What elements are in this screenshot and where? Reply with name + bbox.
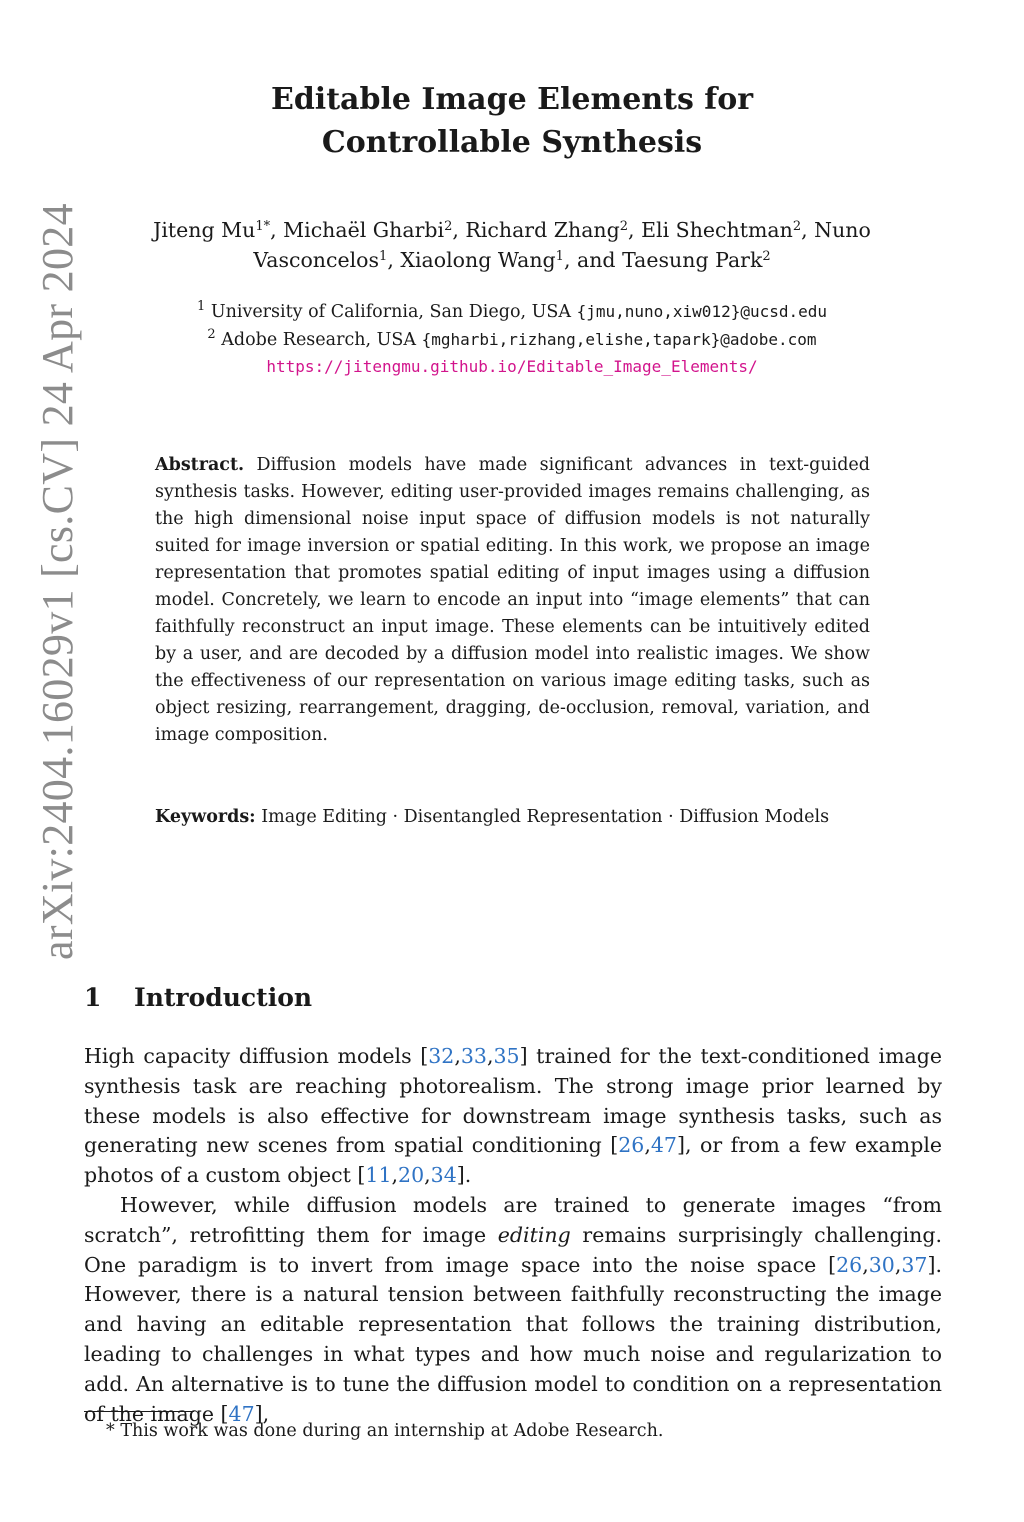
author-conjunction: and bbox=[577, 248, 623, 272]
text-run: remains surprisingly challenging. One paradigm is to invert from image space into the noise space [ bbox=[84, 1222, 942, 1277]
citation-link[interactable]: 26 bbox=[836, 1252, 863, 1277]
author-name: Eli Shechtman bbox=[641, 218, 793, 242]
affiliation-2 bbox=[100, 326, 924, 354]
citation-link[interactable]: 35 bbox=[493, 1044, 520, 1068]
text-run: ]. bbox=[456, 1163, 472, 1188]
section-title: Introduction bbox=[134, 983, 313, 1012]
citation-link[interactable]: 20 bbox=[398, 1163, 425, 1188]
keywords-label: Keywords: bbox=[155, 807, 256, 827]
footnote: * This work was done during an internship at Adobe Research. bbox=[106, 1421, 664, 1441]
text-run: ], bbox=[254, 1401, 270, 1426]
affiliation-1 bbox=[100, 298, 924, 326]
citation-link[interactable]: 26 bbox=[618, 1133, 645, 1158]
text-run: High capacity diffusion models [ bbox=[84, 1044, 429, 1068]
emphasis: editing bbox=[497, 1222, 571, 1247]
author-name: Richard Zhang bbox=[465, 218, 620, 242]
author-list: Jiteng $Mu^{1*}$, Michaël Gharbi$^2$, Richard Zhang$^2$, Eli Shechtman$^2$, Nuno Vasconcelos$^1$, Xiaolong Wang$^1$, and Taesung Park$^2$ bbox=[153, 218, 871, 272]
author-name: Taesung Park bbox=[622, 248, 763, 272]
citation-link[interactable]: 47 bbox=[228, 1401, 255, 1426]
abstract-label: Abstract. bbox=[155, 455, 245, 475]
affiliation-email: {mgharbi,rizhang,elishe,tapark}@adobe.com bbox=[421, 330, 817, 349]
footnote-divider bbox=[84, 1411, 194, 1412]
citation-link[interactable]: 11 bbox=[365, 1163, 392, 1188]
author-name: Nuno Vasconcelos bbox=[253, 218, 871, 272]
arxiv-identifier: arXiv:2404.16029v1 [cs.CV] 24 Apr 2024 bbox=[33, 203, 82, 960]
introduction-body bbox=[84, 1042, 942, 1429]
author-name: Jiteng Mu bbox=[153, 218, 256, 242]
keywords-text: Image Editing · Disentangled Representation · Diffusion Models bbox=[261, 807, 830, 827]
abstract bbox=[155, 452, 870, 749]
abstract-text: Diffusion models have made significant advances in text-guided synthesis tasks. However, editing user-provided images remains challenging, as the high dimensional noise input space of diffusion models is not naturally suited for image inversion or spatial editing. In this work, we propose an image representation that promotes spatial editing of input images using a diffusion model. Concretely, we learn to encode an input into “image elements” that can faithfully reconstruct an input image. These elements can be intuitively edited by a user, and are decoded by a diffusion model into realistic images. We show the effectiveness of our representation on various image editing tasks, such as object resizing, rearrangement, dragging, de-occlusion, removal, variation, and image composition. bbox=[155, 455, 870, 745]
citation-link[interactable]: 47 bbox=[650, 1133, 677, 1158]
section-heading-introduction bbox=[84, 980, 944, 1016]
author-affiliation-mark: 1 bbox=[379, 248, 388, 264]
citation-link[interactable]: 33 bbox=[460, 1044, 487, 1068]
author-name: Michaël Gharbi bbox=[283, 218, 445, 242]
author-affiliation-mark: 1* bbox=[255, 218, 271, 234]
author-affiliation-mark: 2 bbox=[619, 218, 629, 234]
project-url-link[interactable]: https://jitengmu.github.io/Editable_Image_Elements/ bbox=[266, 357, 758, 376]
text-run: ]. However, there is a natural tension between faithfully reconstructing the image and having an editable representation that follows the training distribution, leading to challenges in what types and how much noise and regularization to add. An alternative is to tune the diffusion model to condition on a representation of the image [ bbox=[84, 1252, 942, 1426]
text-run: However, while diffusion models are trained to generate images “from scratch”, retrofitting them for image bbox=[84, 1192, 942, 1247]
citation-link[interactable]: 32 bbox=[428, 1044, 455, 1068]
paper-title bbox=[100, 78, 924, 164]
author-name: Xiaolong Wang bbox=[400, 248, 556, 272]
author-affiliation-mark: 2 bbox=[444, 218, 453, 234]
affiliation-email: {jmu,nuno,xiw012}@ucsd.edu bbox=[576, 302, 828, 321]
affiliation-mark: 2 bbox=[207, 326, 216, 342]
text-run: ], or from a few example photos of a custom object [ bbox=[84, 1133, 943, 1188]
title-line-1: Editable Image Elements for bbox=[270, 82, 754, 117]
citation-link[interactable]: 30 bbox=[868, 1252, 895, 1277]
title-line-2: Controllable Synthesis bbox=[321, 125, 703, 160]
author-affiliation-mark: 2 bbox=[762, 248, 771, 264]
citation-link[interactable]: 34 bbox=[430, 1163, 457, 1188]
keywords bbox=[155, 804, 870, 831]
affiliation-mark: 1 bbox=[196, 298, 206, 314]
paragraph: However, while diffusion models are trained to generate images “from scratch”, retrofitting them for image editing remains surprisingly challenging. One paradigm is to invert from image space into the noise space [26,30,37]. However, there is a natural tension between faithfully reconstructing the image and having an editable representation that follows the training distribution, leading to challenges in what types and how much noise and regularization to add. An alternative is to tune the diffusion model to condition on a representation of the image [47], bbox=[84, 1192, 942, 1426]
citation-link[interactable]: 37 bbox=[901, 1252, 928, 1277]
section-number: 1 bbox=[84, 983, 102, 1012]
affiliation-name: Adobe Research, USA bbox=[221, 330, 417, 350]
paragraph: High capacity diffusion models [32,33,35] trained for the text-conditioned image synthesis task are reaching photorealism. The strong image prior learned by these models is also effective for downstream image synthesis tasks, such as generating new scenes from spatial conditioning [26,47], or from a few example photos of a custom object [11,20,34]. bbox=[84, 1044, 943, 1188]
affiliation-name: University of California, San Diego, USA bbox=[210, 302, 571, 322]
project-url-line bbox=[100, 353, 924, 381]
text-run: ] trained for the text-conditioned image synthesis task are reaching photorealism. The strong image prior learned by these models is also effective for downstream image synthesis tasks, such as generating new scenes from spatial conditioning [ bbox=[84, 1044, 942, 1158]
author-affiliation-mark: 1 bbox=[555, 248, 564, 264]
author-affiliation-mark: 2 bbox=[792, 218, 802, 234]
